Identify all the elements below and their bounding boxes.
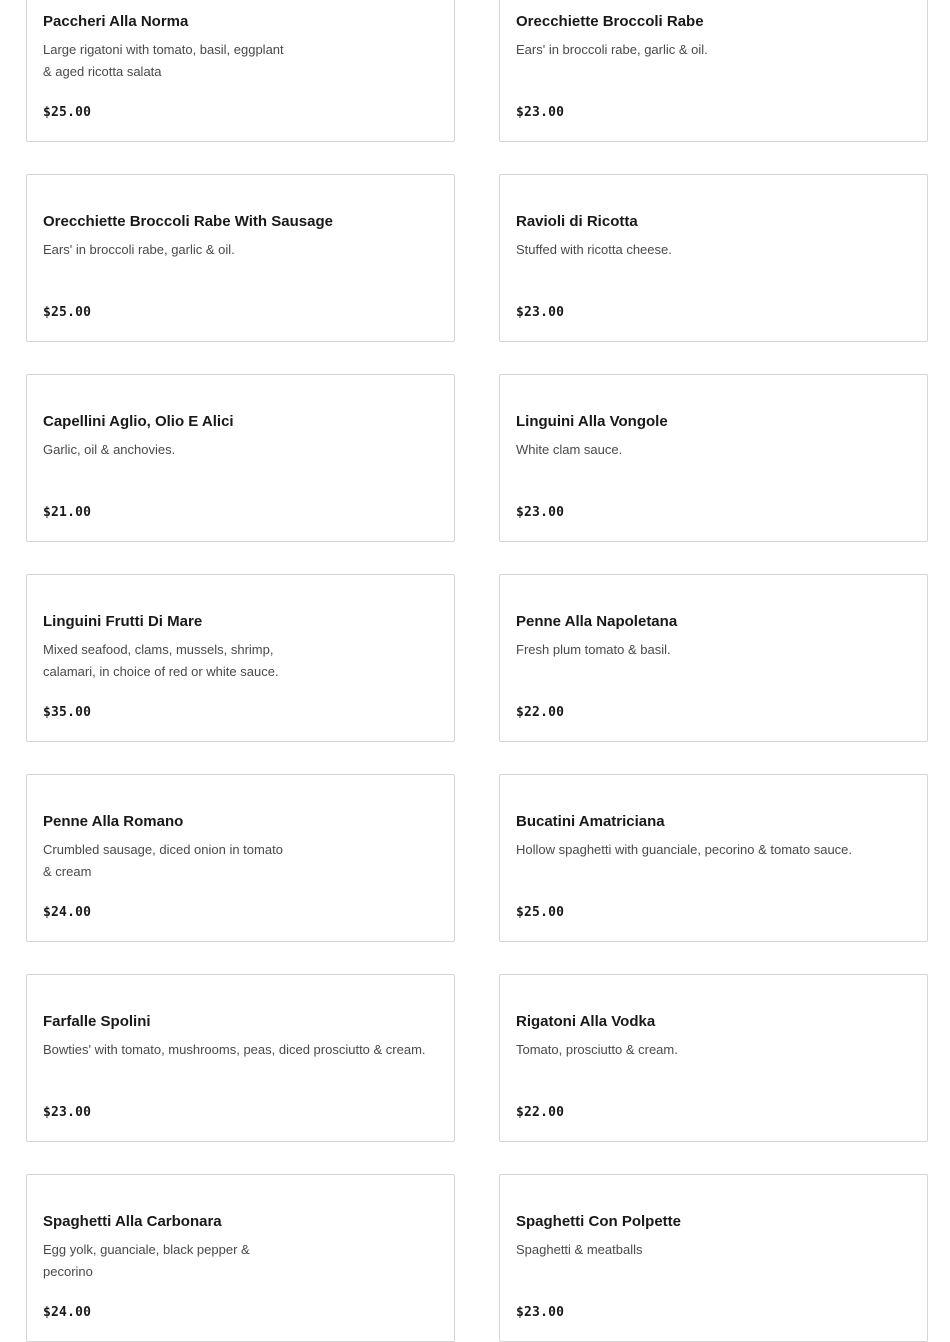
menu-item-description: Ears' in broccoli rabe, garlic & oil.: [43, 242, 235, 257]
menu-item-card[interactable]: [26, 974, 455, 1142]
menu-item-price: $25.00: [43, 105, 92, 120]
menu-item-name: Penne Alla Napoletana: [516, 613, 678, 630]
menu-item-price: $23.00: [43, 1105, 92, 1120]
menu-item-description: Hollow spaghetti with guanciale, pecorino & tomato sauce.: [516, 842, 853, 857]
menu-item-description: Stuffed with ricotta cheese.: [516, 242, 672, 257]
menu-item-card[interactable]: [26, 174, 455, 342]
menu-item-description: Tomato, prosciutto & cream.: [516, 1042, 678, 1057]
menu-item-card[interactable]: [26, 1174, 455, 1342]
menu-item-card[interactable]: [499, 974, 928, 1142]
menu-item-name: Orecchiette Broccoli Rabe With Sausage: [43, 213, 333, 230]
menu-item-description: Garlic, oil & anchovies.: [43, 442, 176, 457]
menu-item-price: $23.00: [516, 305, 565, 320]
menu-item-description: Large rigatoni with tomato, basil, eggplant & aged ricotta salata: [43, 42, 284, 79]
menu-item-card[interactable]: [26, 374, 455, 542]
menu-item-description: Fresh plum tomato & basil.: [516, 642, 671, 657]
menu-item-card[interactable]: [499, 174, 928, 342]
menu-item-name: Penne Alla Romano: [43, 813, 184, 830]
menu-item-name: Farfalle Spolini: [43, 1013, 151, 1030]
menu-item-card[interactable]: [499, 374, 928, 542]
menu-item-price: $22.00: [516, 1105, 565, 1120]
menu-item-card[interactable]: [26, 574, 455, 742]
menu-item-card[interactable]: [26, 0, 455, 142]
menu-item-price: $24.00: [43, 905, 92, 920]
menu-item-description: Bowties' with tomato, mushrooms, peas, diced prosciutto & cream.: [43, 1042, 426, 1057]
menu-item-description: Spaghetti & meatballs: [516, 1242, 643, 1257]
menu-item-card[interactable]: [499, 574, 928, 742]
menu-item-name: Spaghetti Alla Carbonara: [43, 1213, 222, 1230]
menu-item-price: $22.00: [516, 705, 565, 720]
menu-item-name: Orecchiette Broccoli Rabe: [516, 13, 704, 30]
menu-item-name: Spaghetti Con Polpette: [516, 1213, 681, 1230]
menu-item-name: Linguini Alla Vongole: [516, 413, 668, 430]
menu-item-name: Paccheri Alla Norma: [43, 13, 189, 30]
menu-item-price: $25.00: [43, 305, 92, 320]
menu-item-name: Rigatoni Alla Vodka: [516, 1013, 656, 1030]
menu-item-price: $35.00: [43, 705, 92, 720]
menu-item-card[interactable]: [26, 774, 455, 942]
menu-item-price: $23.00: [516, 505, 565, 520]
menu-item-description: Ears' in broccoli rabe, garlic & oil.: [516, 42, 708, 57]
menu-item-description: Mixed seafood, clams, mussels, shrimp, calamari, in choice of red or white sauce.: [43, 642, 279, 679]
menu-item-price: $25.00: [516, 905, 565, 920]
menu-item-card[interactable]: [499, 774, 928, 942]
menu-item-description: Crumbled sausage, diced onion in tomato & cream: [43, 842, 283, 879]
menu-item-card[interactable]: [499, 0, 928, 142]
menu-item-price: $23.00: [516, 105, 565, 120]
menu-item-price: $23.00: [516, 1305, 565, 1320]
menu-item-price: $24.00: [43, 1305, 92, 1320]
menu-item-description: Egg yolk, guanciale, black pepper & pecorino: [43, 1242, 250, 1279]
menu-item-name: Ravioli di Ricotta: [516, 213, 638, 230]
menu-item-name: Capellini Aglio, Olio E Alici: [43, 413, 234, 430]
menu-item-card[interactable]: [499, 1174, 928, 1342]
menu-item-name: Linguini Frutti Di Mare: [43, 613, 203, 630]
menu-item-price: $21.00: [43, 505, 92, 520]
menu-item-name: Bucatini Amatriciana: [516, 813, 665, 830]
menu-item-description: White clam sauce.: [516, 442, 623, 457]
